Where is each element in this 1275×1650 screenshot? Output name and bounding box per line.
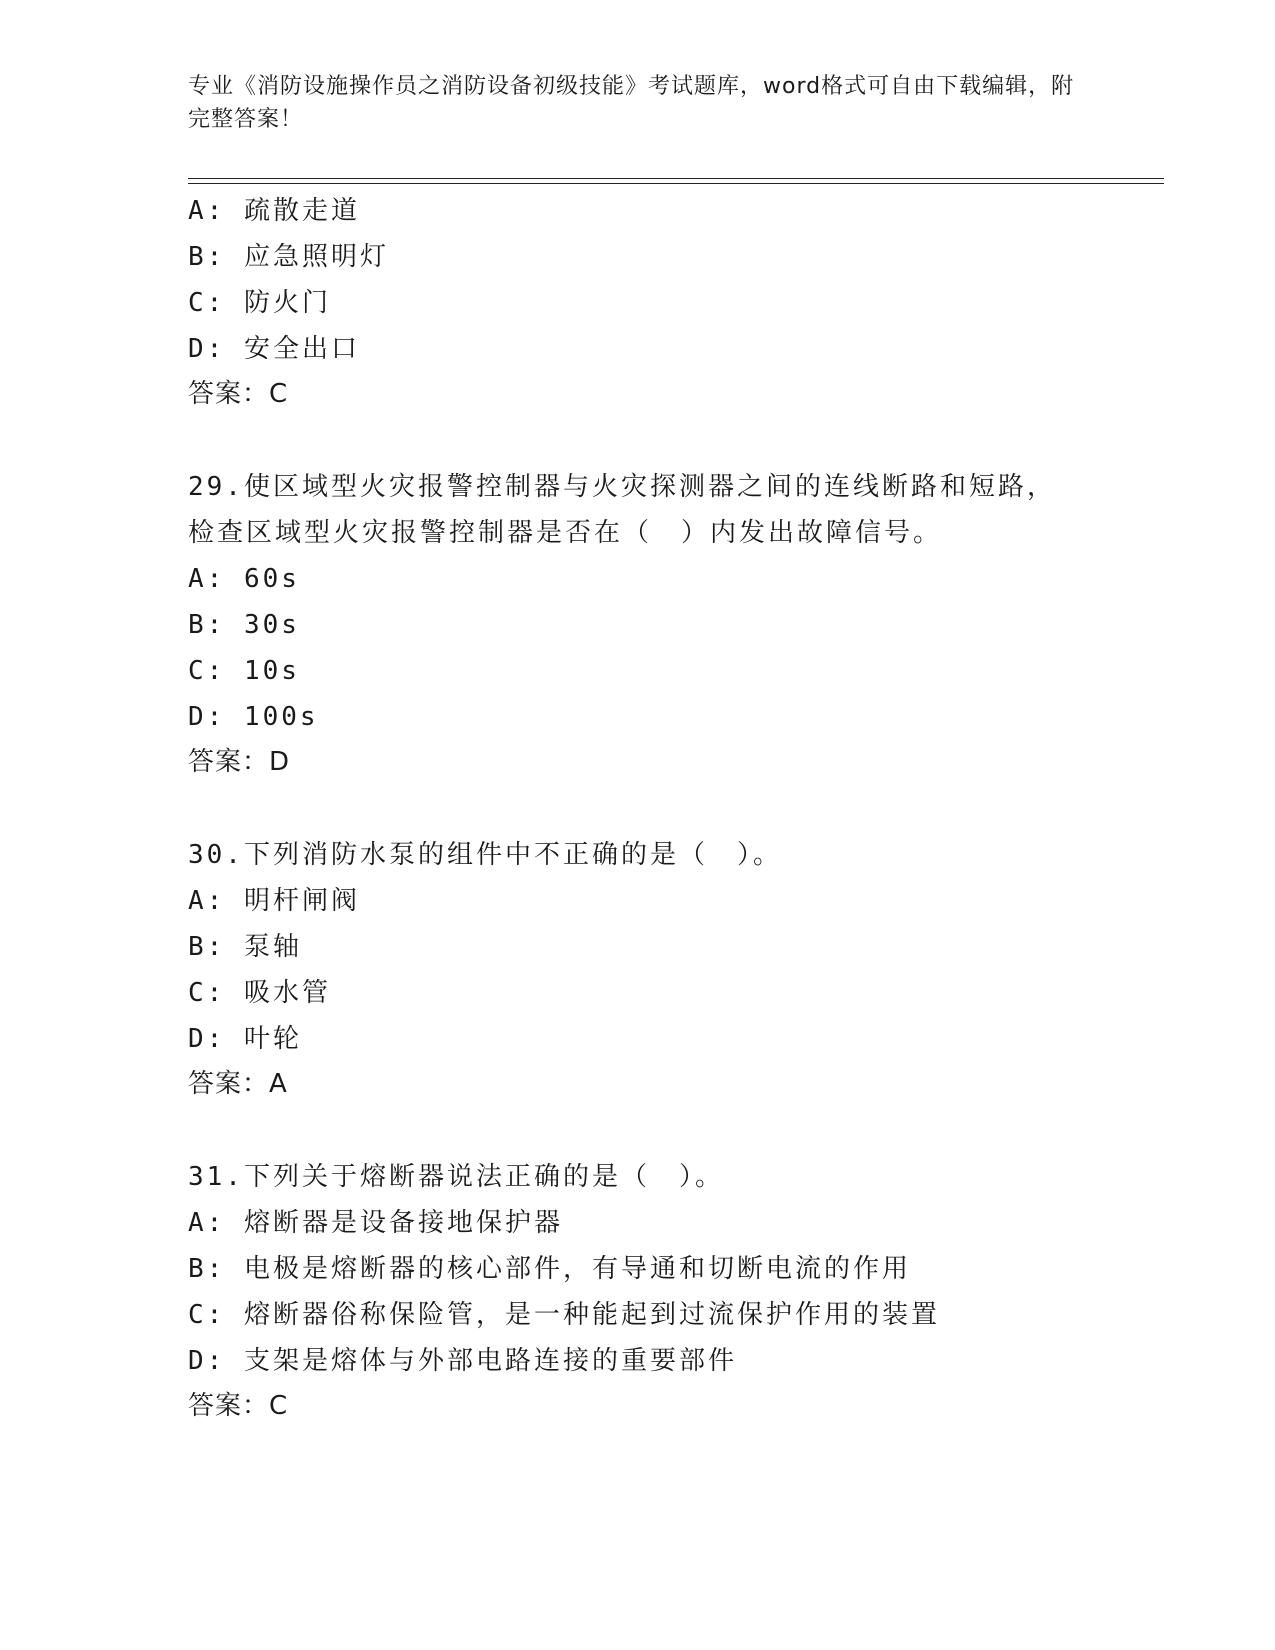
option-text: 30s	[243, 610, 300, 640]
option-d	[188, 326, 1088, 372]
document-header: 专业《消防设施操作员之消防设备初级技能》考试题库，word格式可自由下载编辑，附完整答案！	[188, 74, 1075, 132]
question-text: 31.下列关于熔断器说法正确的是（ ）。	[188, 1162, 724, 1192]
header-divider-bottom	[188, 183, 1164, 184]
question-30-block	[188, 832, 1088, 1106]
option-letter: D:	[188, 702, 226, 732]
option-text: 疏散走道	[243, 196, 360, 226]
spacer	[188, 1106, 1088, 1154]
option-letter: A:	[188, 1208, 226, 1238]
option-letter: D:	[188, 1346, 226, 1376]
option-letter: B:	[188, 242, 226, 272]
header-divider-top	[188, 178, 1164, 179]
question-list	[188, 188, 1088, 1428]
option-text: 安全出口	[243, 334, 360, 364]
option-text: 叶轮	[243, 1024, 302, 1054]
option-c	[188, 280, 1088, 326]
option-letter: A:	[188, 886, 226, 916]
option-d	[188, 1016, 1088, 1062]
option-letter: A:	[188, 196, 226, 226]
option-b	[188, 234, 1088, 280]
option-letter: B:	[188, 932, 226, 962]
option-b	[188, 924, 1088, 970]
option-c	[188, 1292, 1088, 1338]
option-letter: C:	[188, 656, 226, 686]
option-letter: A:	[188, 564, 226, 594]
answer-line: 答案：A	[188, 1069, 288, 1099]
question-31-block	[188, 1154, 1088, 1428]
option-letter: C:	[188, 1300, 226, 1330]
option-text: 应急照明灯	[243, 242, 389, 272]
option-letter: D:	[188, 334, 226, 364]
option-letter: C:	[188, 288, 226, 318]
option-letter: D:	[188, 1024, 226, 1054]
option-text: 泵轴	[243, 932, 302, 962]
option-a	[188, 188, 1088, 234]
spacer	[188, 784, 1088, 832]
option-text: 支架是熔体与外部电路连接的重要部件	[243, 1346, 737, 1376]
option-c	[188, 648, 1088, 694]
option-b	[188, 1246, 1088, 1292]
spacer	[188, 416, 1088, 464]
option-a	[188, 556, 1088, 602]
option-text: 吸水管	[243, 978, 331, 1008]
option-text: 明杆闸阀	[243, 886, 360, 916]
option-text: 熔断器俗称保险管，是一种能起到过流保护作用的装置	[243, 1300, 940, 1330]
option-text: 10s	[243, 656, 300, 686]
question-text: 30.下列消防水泵的组件中不正确的是（ ）。	[188, 840, 782, 870]
option-text: 防火门	[243, 288, 331, 318]
option-c	[188, 970, 1088, 1016]
option-text: 熔断器是设备接地保护器	[243, 1208, 563, 1238]
question-text: 29.使区域型火灾报警控制器与火灾探测器之间的连线断路和短路，检查区域型火灾报警控制器是否在（ ）内发出故障信号。	[188, 472, 1056, 548]
option-d	[188, 1338, 1088, 1384]
option-letter: B:	[188, 610, 226, 640]
option-letter: B:	[188, 1254, 226, 1284]
option-b	[188, 602, 1088, 648]
option-a	[188, 1200, 1088, 1246]
answer-line: 答案：C	[188, 379, 289, 409]
answer-line: 答案：C	[188, 1391, 289, 1421]
option-letter: C:	[188, 978, 226, 1008]
option-text: 60s	[243, 564, 300, 594]
option-text: 100s	[243, 702, 319, 732]
option-text: 电极是熔断器的核心部件，有导通和切断电流的作用	[243, 1254, 911, 1284]
option-a	[188, 878, 1088, 924]
option-d	[188, 694, 1088, 740]
question-29-block	[188, 464, 1088, 784]
question-28-block	[188, 188, 1088, 416]
answer-line: 答案：D	[188, 747, 291, 777]
